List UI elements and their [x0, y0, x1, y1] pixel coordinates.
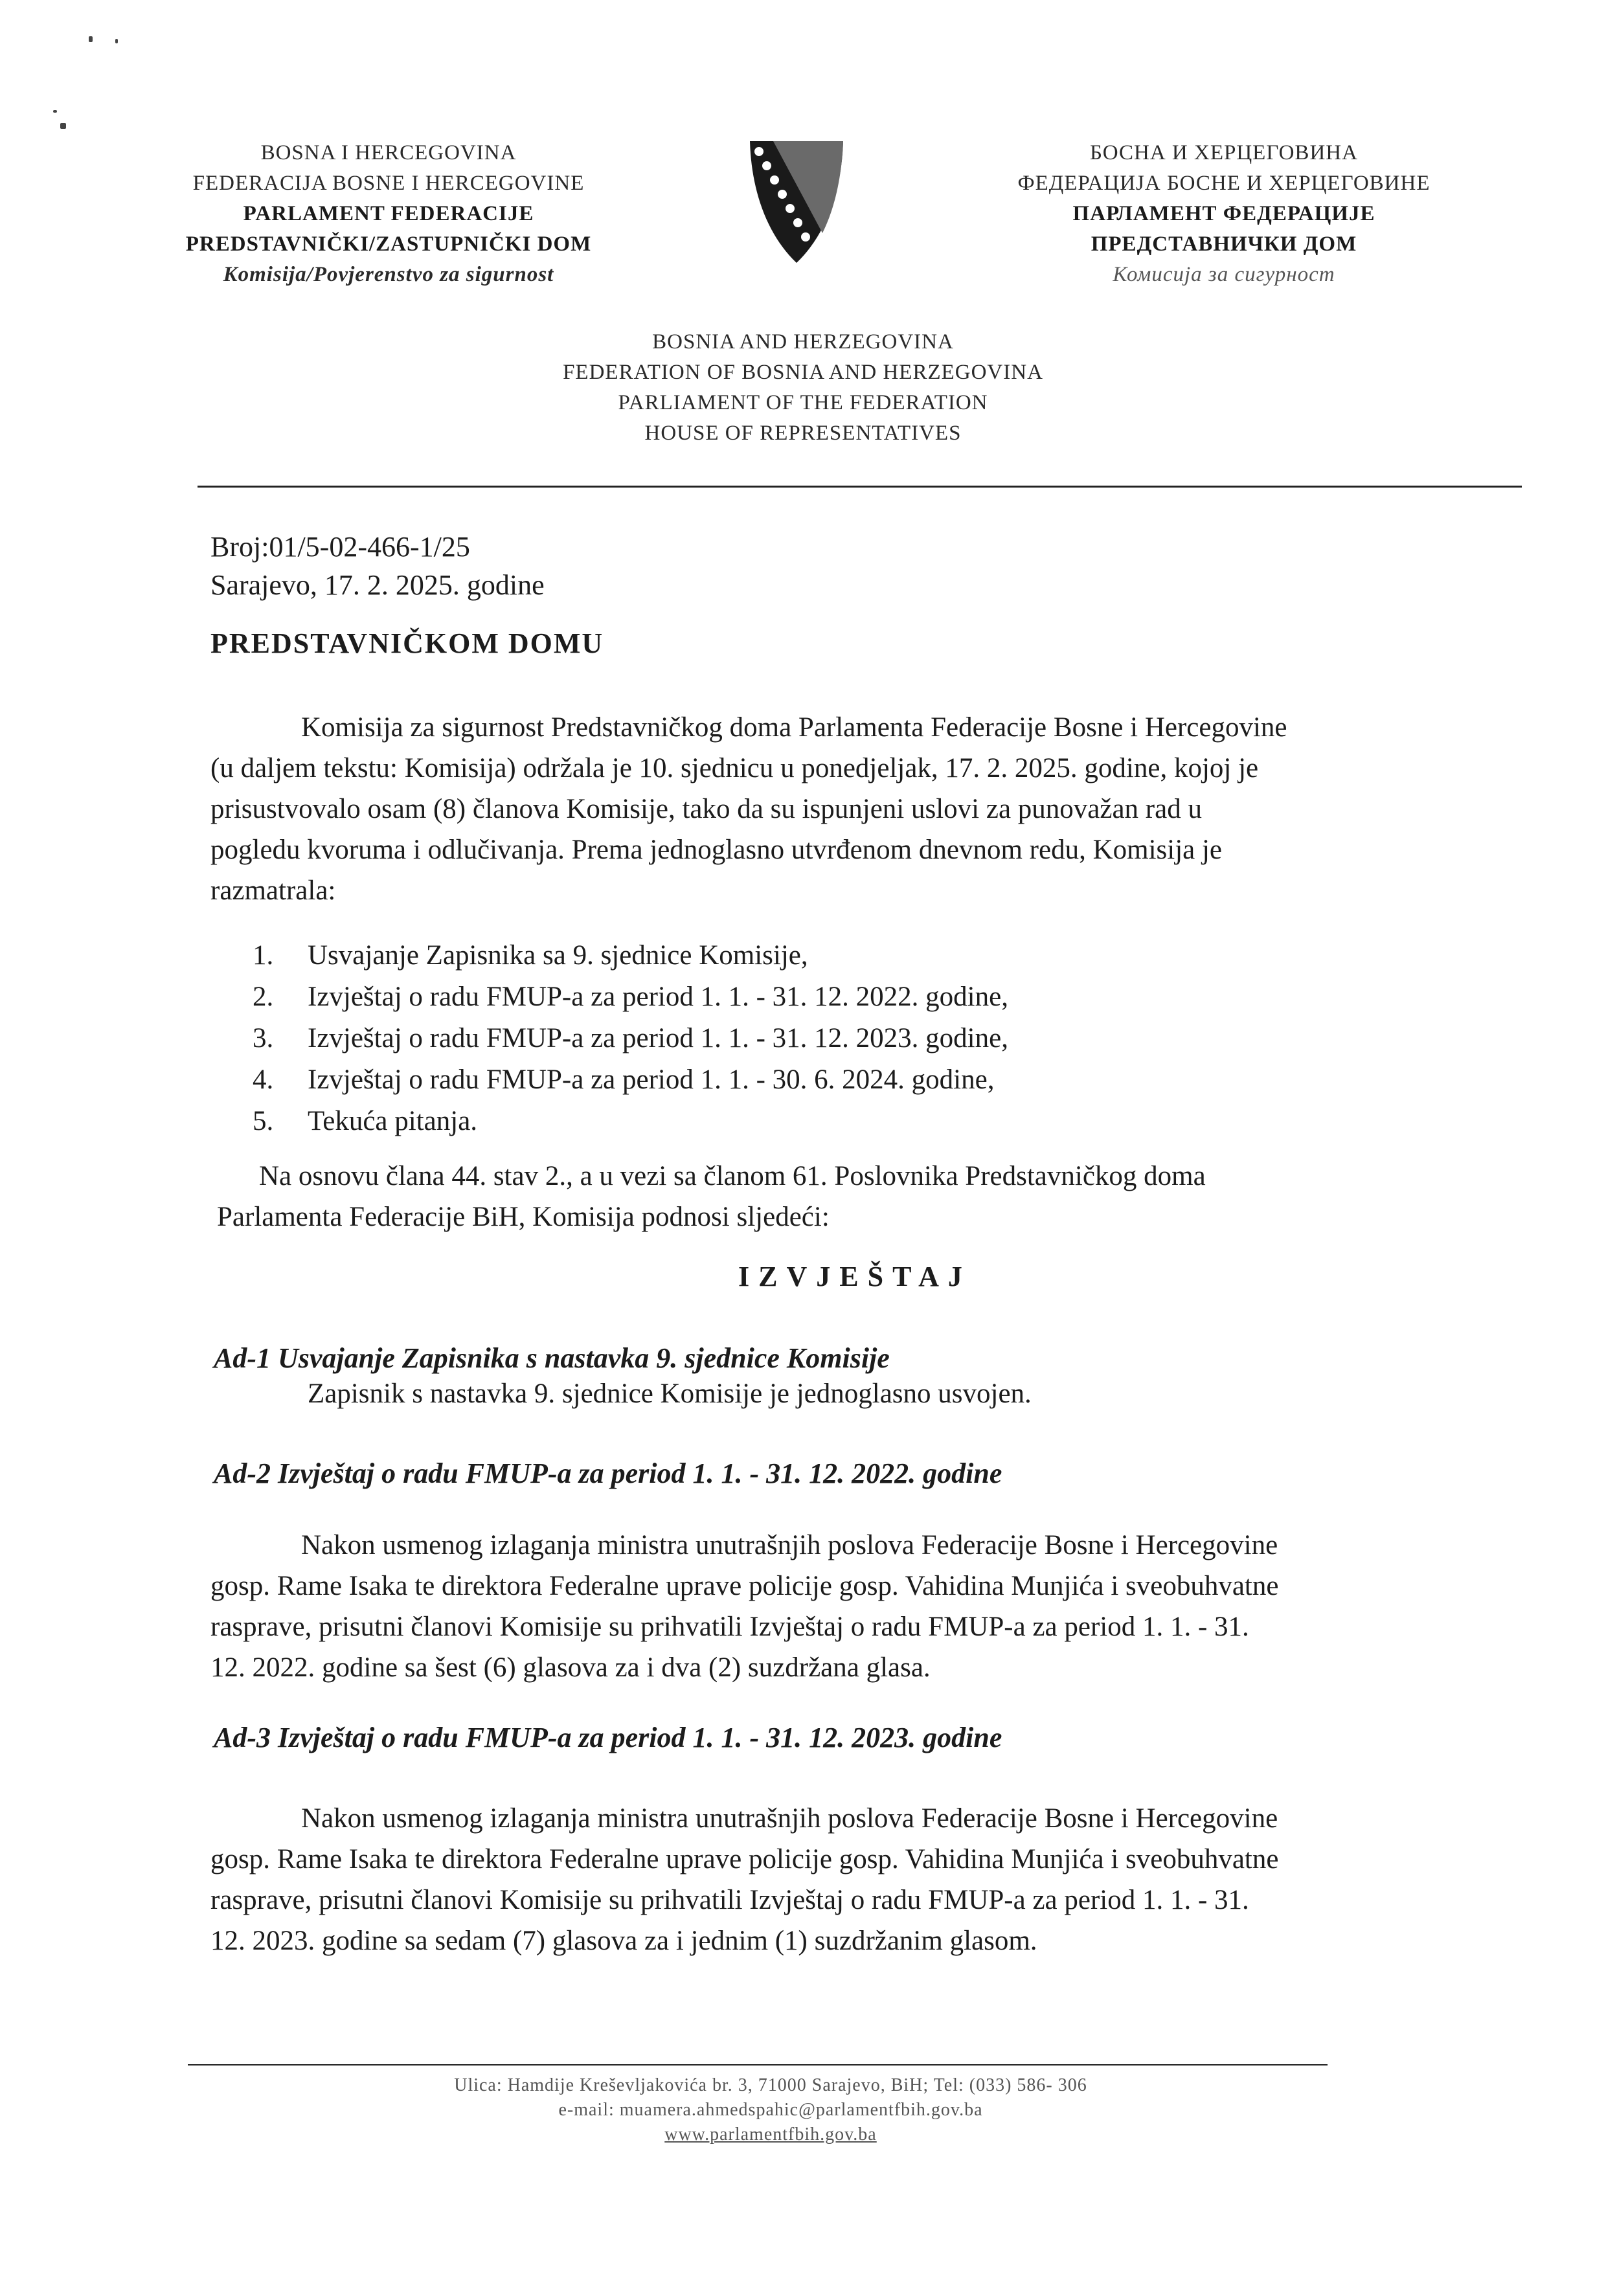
agenda-item-text: Izvještaj o radu FMUP-a za period 1. 1. - 30. 6. 2024. godine,: [308, 1064, 995, 1095]
scan-speck: [89, 36, 93, 42]
letterhead-country-english: BOSNIA AND HERZEGOVINA: [652, 330, 954, 354]
section-line: 12. 2023. godine sa sedam (7) glasova za i jednim (1) suzdržanim glasom.: [210, 1926, 1037, 1956]
intro-line: prisustvovalo osam (8) članova Komisije, tako da su ispunjeni uslovi za punovažan rad u: [210, 794, 1202, 824]
section-line: Nakon usmenog izlaganja ministra unutrašnjih poslova Federacije Bosne i Hercegovine: [301, 1803, 1278, 1834]
section-heading-ad3: Ad-3 Izvještaj o radu FMUP-a za period 1. 1. - 31. 12. 2023. godine: [214, 1722, 1002, 1753]
agenda-item-number: 2.: [253, 982, 274, 1012]
intro-line: pogledu kvoruma i odlučivanja. Prema jednoglasno utvrđenom dnevnom redu, Komisija je: [210, 835, 1223, 865]
letterhead-house-cyrillic: ПРЕДСТАВНИЧКИ ДОМ: [1091, 232, 1357, 256]
letterhead-parliament: PARLAMENT FEDERACIJE: [243, 202, 534, 225]
letterhead-commission-cyrillic: Комисија за сигурност: [1113, 263, 1335, 286]
footer-email[interactable]: e-mail: muamera.ahmedspahic@parlamentfbih.gov.ba: [558, 2100, 983, 2120]
agenda-list: [253, 935, 1008, 1142]
letterhead-cyrillic: [933, 138, 1515, 290]
agenda-item: [253, 1059, 1008, 1101]
agenda-item: [253, 976, 1008, 1018]
intro-paragraph: [210, 707, 1434, 911]
section-text-ad1: Zapisnik s nastavka 9. sjednice Komisije je jednoglasno usvojen.: [308, 1379, 1032, 1409]
agenda-item-number: 1.: [253, 940, 274, 971]
addressee: PREDSTAVNIČKOM DOMU: [210, 627, 604, 659]
intro-line: Komisija za sigurnost Predstavničkog doma Parlamenta Federacije Bosne i Hercegovine: [301, 712, 1287, 743]
letterhead-house: PREDSTAVNIČKI/ZASTUPNIČKI DOM: [185, 232, 592, 256]
footer-website-link[interactable]: www.parlamentfbih.gov.ba: [664, 2124, 877, 2144]
scan-speck: [60, 123, 66, 129]
intro-line: razmatrala:: [210, 875, 336, 906]
agenda-item: [253, 1101, 1008, 1142]
footer: [324, 2073, 1217, 2147]
letterhead-country-cyrillic: БОСНА И ХЕРЦЕГОВИНА: [1090, 141, 1358, 164]
agenda-item-number: 3.: [253, 1023, 274, 1053]
letterhead-commission: Komisija/Povjerenstvo za sigurnost: [223, 263, 554, 286]
letterhead-country: BOSNA I HERCEGOVINA: [260, 141, 517, 164]
reference-date: Sarajevo, 17. 2. 2025. godine: [210, 569, 545, 601]
header-divider: [198, 486, 1522, 488]
legal-basis-paragraph: [210, 1156, 1434, 1237]
agenda-item-text: Tekuća pitanja.: [308, 1106, 478, 1136]
coat-of-arms-icon: [745, 136, 848, 265]
letterhead-parliament-cyrillic: ПАРЛАМЕНТ ФЕДЕРАЦИЈЕ: [1072, 202, 1375, 225]
section-line: gosp. Rame Isaka te direktora Federalne uprave policije gosp. Vahidina Munjića i sveobuhvatne: [210, 1571, 1279, 1601]
report-title: IZVJEŠTAJ: [738, 1261, 971, 1292]
section-line: rasprave, prisutni članovi Komisije su prihvatili Izvještaj o radu FMUP-a za period 1. 1. - 31.: [210, 1885, 1249, 1915]
agenda-item-text: Usvajanje Zapisnika sa 9. sjednice Komisije,: [308, 940, 808, 971]
agenda-item: [253, 935, 1008, 976]
agenda-item: [253, 1018, 1008, 1059]
section-line: Nakon usmenog izlaganja ministra unutrašnjih poslova Federacije Bosne i Hercegovine: [301, 1530, 1278, 1560]
agenda-item-text: Izvještaj o radu FMUP-a za period 1. 1. - 31. 12. 2023. godine,: [308, 1023, 1008, 1053]
letterhead-parliament-english: PARLIAMENT OF THE FEDERATION: [618, 391, 988, 414]
section-text-ad2: [210, 1525, 1434, 1688]
agenda-item-text: Izvještaj o radu FMUP-a za period 1. 1. - 31. 12. 2022. godine,: [308, 982, 1008, 1012]
letterhead-federation: FEDERACIJA BOSNE I HERCEGOVINE: [192, 172, 585, 195]
letterhead-english: [414, 327, 1192, 449]
section-line: gosp. Rame Isaka te direktora Federalne uprave policije gosp. Vahidina Munjića i sveobuhvatne: [210, 1844, 1279, 1874]
agenda-item-number: 5.: [253, 1106, 274, 1136]
section-heading-ad1: Ad-1 Usvajanje Zapisnika s nastavka 9. sjednice Komisije: [214, 1342, 890, 1374]
reference-number: Broj:01/5-02-466-1/25: [210, 531, 470, 563]
letterhead-federation-english: FEDERATION OF BOSNIA AND HERZEGOVINA: [563, 361, 1043, 384]
intro-line: (u daljem tekstu: Komisija) održala je 10. sjednicu u ponedjeljak, 17. 2. 2025. godine, kojoj je: [210, 753, 1259, 783]
legal-basis-line: Na osnovu člana 44. stav 2., a u vezi sa članom 61. Poslovnika Predstavničkog doma: [259, 1161, 1206, 1191]
section-line: rasprave, prisutni članovi Komisije su prihvatili Izvještaj o radu FMUP-a za period 1. 1. - 31.: [210, 1612, 1249, 1642]
section-line: 12. 2022. godine sa šest (6) glasova za i dva (2) suzdržana glasa.: [210, 1652, 931, 1683]
letterhead-latin: [130, 138, 648, 290]
section-text-ad3: [210, 1798, 1434, 1961]
footer-divider: [188, 2064, 1328, 2065]
legal-basis-line: Parlamenta Federacije BiH, Komisija podnosi sljedeći:: [217, 1202, 830, 1232]
letterhead-federation-cyrillic: ФЕДЕРАЦИЈА БОСНЕ И ХЕРЦЕГОВИНЕ: [1017, 172, 1431, 195]
section-heading-ad2: Ad-2 Izvještaj o radu FMUP-a za period 1. 1. - 31. 12. 2022. godine: [214, 1458, 1002, 1489]
scan-speck: [115, 39, 118, 43]
agenda-item-number: 4.: [253, 1064, 274, 1095]
footer-address: Ulica: Hamdije Kreševljakovića br. 3, 71000 Sarajevo, BiH; Tel: (033) 586- 306: [454, 2075, 1087, 2095]
letterhead-house-english: HOUSE OF REPRESENTATIVES: [644, 422, 962, 445]
scan-speck: [53, 110, 57, 113]
